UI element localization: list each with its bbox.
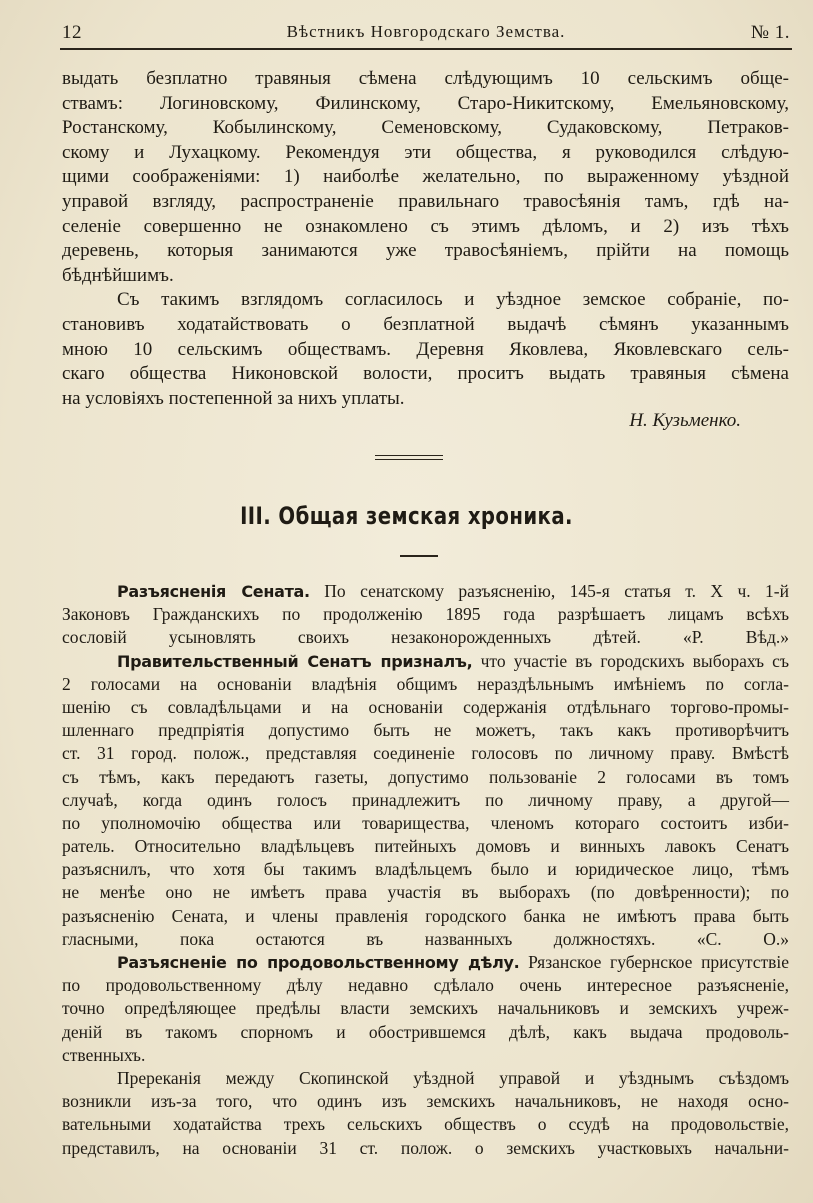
text-line: Ростанскому, Кобылинскому, Семеновскому, Судаковскому, Петраков- bbox=[62, 117, 789, 139]
text-line: Разъясненіе по продовольственному дѣлу. Рязанское губернское присутствіе bbox=[117, 952, 790, 972]
text-line: становивъ ходатайствовать о безплатной выдачѣ сѣмянъ указаннымъ bbox=[62, 313, 789, 335]
header-rule bbox=[60, 48, 792, 50]
text-line: Законовъ Гражданскихъ по продолженію 1895 года разрѣшаетъ лицамъ всѣхъ bbox=[62, 604, 789, 625]
double-rule-bottom bbox=[375, 459, 443, 460]
text-line: шленнаго предпріятія допустимо быть не можетъ, такъ какъ противорѣчитъ bbox=[62, 720, 789, 741]
text-line: гласными, пока остаются въ названныхъ должностяхъ. «С. О.» bbox=[62, 928, 789, 949]
text-line: скому и Лухацкому. Рекомендуя эти общества, я руководился слѣдую- bbox=[62, 141, 789, 163]
text-line: 2 голосами на основаніи владѣнія общимъ нераздѣльнымъ имѣніемъ по согла- bbox=[62, 673, 789, 694]
text-line: шенію съ совладѣльцами и на основаніи содержанія отдѣльнаго торгово-промы- bbox=[62, 696, 789, 717]
text-line: бѣднѣйшимъ. bbox=[62, 264, 174, 286]
text-line: вательными ходатайства трехъ сельскихъ обществъ о ссудѣ на продовольствіе, bbox=[62, 1114, 789, 1135]
text-line: деревень, которыя занимаются уже травосѣяніемъ, прійти на помощь bbox=[62, 240, 789, 262]
chronicle-text bbox=[62, 580, 789, 1160]
text-line: мною 10 сельскимъ обществамъ. Деревня Яковлева, Яковлевскаго сель- bbox=[62, 338, 789, 360]
text-line: точно опредѣляющее предѣлы власти земскихъ начальниковъ и земскихъ учреж- bbox=[62, 998, 789, 1019]
paragraph-lead: Разъясненіе по продовольственному дѣлу. bbox=[117, 953, 520, 972]
text-line: по уполномочію общества или товарищества, членомъ котораго состоитъ изби- bbox=[62, 812, 789, 833]
text-line: разъяснилъ, что хотя бы такимъ владѣльцемъ было и юридическое лицо, тѣмъ bbox=[62, 859, 789, 880]
text-line: Разъясненія Сената. По сенатскому разъясненію, 145-я статья т. X ч. 1-й bbox=[117, 581, 789, 601]
article-continuation bbox=[62, 67, 789, 411]
text-line: разъясненію Сената, и члены правленія городского банка не имѣютъ права быть bbox=[62, 905, 789, 926]
text-line: управой взгляду, распространеніе правильнаго травосѣянія тамъ, гдѣ на- bbox=[62, 190, 789, 212]
text-line: скаго общества Никоновской волости, проситъ выдать травяныя сѣмена bbox=[62, 363, 789, 385]
issue-number: № 1. bbox=[750, 22, 790, 43]
signature: Н. Кузьменко. bbox=[629, 410, 741, 431]
text-line: по продовольственному дѣлу недавно сдѣлало очень интересное разъясненіе, bbox=[62, 975, 789, 996]
text-line: съ тѣмъ, какъ передаютъ газеты, допустимо пользованіе 2 голосами въ томъ bbox=[62, 766, 789, 787]
text-line: ствамъ: Логиновскому, Филинскому, Старо-Никитскому, Емельяновскому, bbox=[62, 92, 789, 114]
text-line: Пререканія между Скопинской уѣздной управой и уѣзднымъ съѣздомъ bbox=[117, 1067, 789, 1088]
paragraph-lead: Разъясненія Сената. bbox=[117, 582, 310, 601]
journal-title: Вѣстникъ Новгородскаго Земства. bbox=[286, 22, 566, 41]
text-line: представилъ, на основаніи 31 ст. полож. о земскихъ участковыхъ начальни- bbox=[62, 1137, 789, 1158]
text-line: возникли изъ-за того, что одинъ изъ земскихъ начальниковъ, не находя осно- bbox=[62, 1091, 789, 1112]
text-line: сословій усыновлять своихъ незаконорожденныхъ дѣтей. «Р. Вѣд.» bbox=[62, 627, 789, 648]
paragraph-lead: Правительственный Сенатъ призналъ, bbox=[117, 651, 473, 671]
section-rule bbox=[400, 555, 438, 557]
text-line: не менѣе оно не имѣетъ права участія въ выборахъ (по довѣренности); по bbox=[62, 882, 789, 903]
text-line: ратель. Относительно владѣльцевъ питейныхъ домовъ и винныхъ лавокъ Сенатъ bbox=[62, 836, 789, 857]
text-line: ственныхъ. bbox=[62, 1044, 146, 1065]
text-line: Съ такимъ взглядомъ согласилось и уѣздное земское собраніе, по- bbox=[117, 289, 789, 311]
page-number: 12 bbox=[62, 22, 82, 43]
text-line: селеніе совершенно не ознакомлено съ этимъ дѣломъ, и 2) изъ тѣхъ bbox=[62, 215, 789, 237]
text-line: Правительственный Сенатъ призналъ, что участіе въ городскихъ выборахъ съ bbox=[117, 650, 789, 671]
text-line: на условіяхъ постепенной за нихъ уплаты. bbox=[62, 387, 405, 409]
text-line: выдать безплатно травяныя сѣмена слѣдующимъ 10 сельскимъ обще- bbox=[62, 68, 789, 89]
section-title: III. Общая земская хроника. bbox=[240, 502, 573, 530]
text-line: деній въ такомъ спорномъ и обострившемся дѣлѣ, какъ выдача продоволь- bbox=[62, 1021, 789, 1042]
double-rule-top bbox=[375, 455, 443, 456]
text-line: ст. 31 город. полож., представляя соединеніе голосовъ по личному праву. Вмѣстѣ bbox=[62, 743, 789, 764]
running-header bbox=[62, 20, 790, 48]
text-line: щими соображеніями: 1) наиболѣе желательно, по выраженному уѣздной bbox=[62, 166, 789, 188]
text-line: случаѣ, когда одинъ голосъ принадлежитъ по личному праву, а другой— bbox=[62, 789, 789, 810]
